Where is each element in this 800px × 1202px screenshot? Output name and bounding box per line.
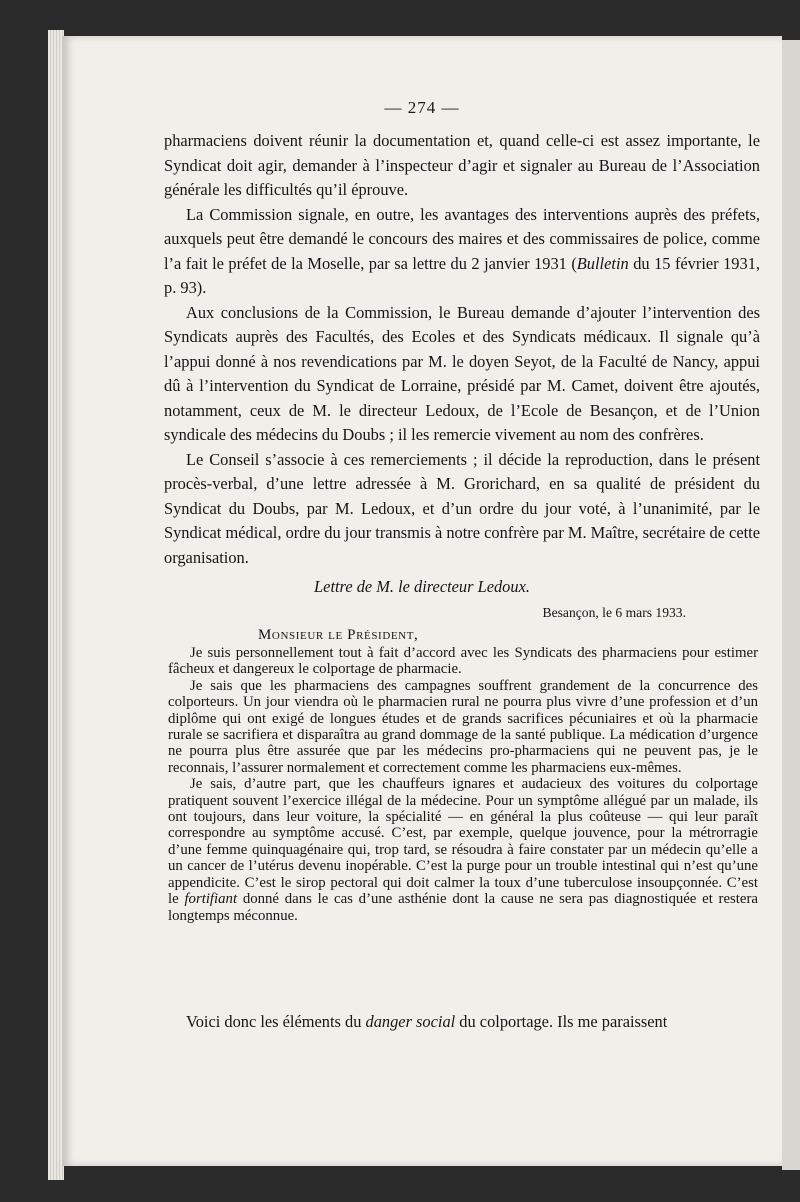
letter-paragraph-3: Je sais, d’autre part, que les chauffeurs ignares et audacieux des voitures du colportage pratiquent souvent l’exercice illégal de la médecine. Pour un symptôme allégué par un malade, ils ont toujours, dans leur voiture, la spécialité — en général la plus coûteuse — qui leur paraît correspondre au symptôme accusé. C’est, par exemple, quelque jouvence, pour la métrorragie d’une femme quinquagénaire qui, trop tard, se résoudra à faire constater par un médecin qu’elle a un cancer de l’utérus devenu inopérable. C’est la purge pour un trouble intestinal qui n’est qu’une appendicite. C’est le sirop pectoral qui doit calmer la toux d’une tuberculose insoupçonnée. C’est le fortifiant donné dans le cas d’une asthénie dont la cause ne sera pas diagnostiquée et restera longtemps méconnue. <box>168 776 758 924</box>
paragraph-3: Aux conclusions de la Commission, le Bureau demande d’ajouter l’intervention des Syndicats auprès des Facultés, des Ecoles et des Syndicats médicaux. Il signale qu’à l’appui donné à nos revendications par M. le doyen Seyot, de la Faculté de Nancy, appui dû à l’intervention du Syndicat de Lorraine, présidé par M. Camet, doivent être ajoutés, notamment, ceux de M. le directeur Ledoux, de l’Ecole de Besançon, et de l’Union syndicale des médecins du Doubs ; il les remercie vivement au nom des confrères. <box>164 302 760 444</box>
paragraph-4: Le Conseil s’associe à ces remerciements ; il décide la reproduction, dans le présent procès-verbal, d’une lettre adressée à M. Grorichard, en sa qualité de président du Syndicat du Doubs, par M. Ledoux, et d’un ordre du jour voté, à l’unanimité, par le Syndicat médical, ordre du jour transmis à notre confrère par M. Maître, secrétaire de cette organisation. <box>164 449 760 567</box>
letter-title: Lettre de M. le directeur Ledoux. <box>314 577 530 596</box>
letter-date: Besançon, le 6 mars 1933. <box>542 605 686 620</box>
letter-paragraph-2: Je sais que les pharmaciens des campagnes souffrent grandement de la concurrence des colporteurs. Un jour viendra où le pharmacien rural ne pourra plus vivre d’une profession et d’un diplôme qui ont exigé de longues études et de grands sacrifices pécuniaires et où la pharmacie rurale se sacrifiera et disparaîtra au grand dommage de la santé publique. La médication d’urgence ne pourra plus être assurée que par les médecins pro-pharmaciens qui ne peuvent pas, je le reconnais, l’assurer normalement et correctement comme les pharmaciens eux-mêmes. <box>168 677 758 776</box>
letter-text <box>168 645 758 924</box>
paragraph-2: La Commission signale, en outre, les avantages des interventions auprès des préfets, auxquels peut être demandé le concours des maires et des commissaires de police, comme l’a fait le préfet de la Moselle, par sa lettre du 2 janvier 1931 (Bulletin du 15 février 1931, p. 93). <box>164 204 760 297</box>
paragraph-1: pharmaciens doivent réunir la documentation et, quand celle-ci est assez importante, le Syndicat doit agir, demander à l’inspecteur d’agir et signaler au Bureau de l’Association générale les difficultés qu’il éprouve. <box>164 131 760 199</box>
letter-salutation: Monsieur le Président, <box>258 627 419 643</box>
main-text <box>164 129 760 570</box>
facing-page-edge <box>782 40 800 1170</box>
book-page <box>62 36 782 1166</box>
closing-line: Voici donc les éléments du danger social du colportage. Ils me paraissent <box>186 1012 668 1031</box>
letter-paragraph-1: Je suis personnellement tout à fait d’accord avec les Syndicats des pharmaciens pour estimer fâcheux et dangereux le colportage de pharmacie. <box>168 645 758 678</box>
page-number: — 274 — <box>384 98 460 117</box>
